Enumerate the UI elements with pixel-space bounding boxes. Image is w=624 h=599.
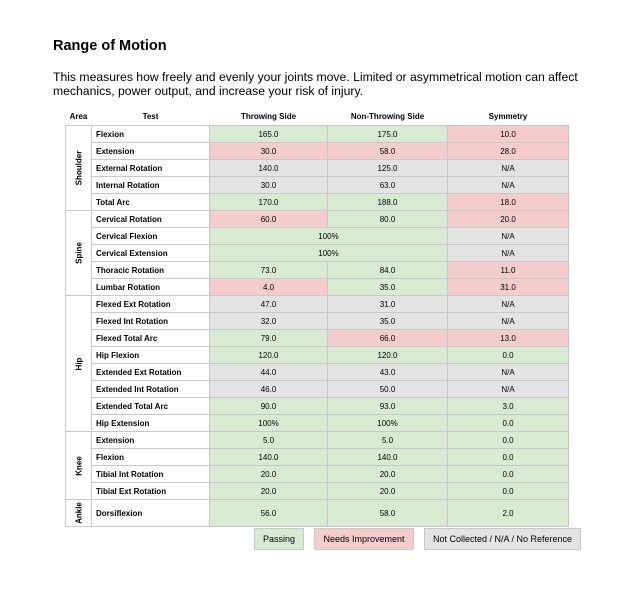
table-row: [66, 194, 569, 211]
table-row: [66, 313, 569, 330]
non-throwing-value: 31.0: [328, 296, 448, 313]
symmetry-value: 0.0: [448, 449, 569, 466]
table-row: [66, 449, 569, 466]
non-throwing-value: 35.0: [328, 313, 448, 330]
legend-not-collected: Not Collected / N/A / No Reference: [424, 528, 581, 550]
symmetry-value: 0.0: [448, 432, 569, 449]
table-row: [66, 211, 569, 228]
throwing-value: 60.0: [210, 211, 328, 228]
area-label: Ankle: [74, 502, 83, 524]
table-row: [66, 143, 569, 160]
table-header-row: [66, 108, 569, 126]
test-name: Flexed Int Rotation: [92, 313, 210, 330]
symmetry-value: N/A: [448, 228, 569, 245]
test-name: Extension: [92, 432, 210, 449]
throwing-value: 30.0: [210, 177, 328, 194]
throwing-value: 100%: [210, 415, 328, 432]
page-description: This measures how freely and evenly your joints move. Limited or asymmetrical motion can affect mechanics, power output, and increase your risk of injury.: [53, 70, 578, 98]
symmetry-value: 20.0: [448, 211, 569, 228]
area-ankle: [66, 500, 92, 527]
non-throwing-value: 125.0: [328, 160, 448, 177]
symmetry-value: 0.0: [448, 415, 569, 432]
header-non-throwing-side: Non-Throwing Side: [350, 112, 425, 121]
symmetry-value: N/A: [448, 296, 569, 313]
table-row: [66, 245, 569, 262]
non-throwing-value: 20.0: [328, 483, 448, 500]
non-throwing-value: 50.0: [328, 381, 448, 398]
non-throwing-value: 58.0: [328, 500, 448, 527]
symmetry-value: N/A: [448, 381, 569, 398]
non-throwing-value: 93.0: [328, 398, 448, 415]
symmetry-value: 2.0: [448, 500, 569, 527]
table-row: [66, 415, 569, 432]
symmetry-value: 0.0: [448, 347, 569, 364]
test-name: Flexion: [92, 126, 210, 143]
header-symmetry: Symmetry: [488, 112, 528, 121]
table-row: [66, 432, 569, 449]
throwing-value: 30.0: [210, 143, 328, 160]
area-knee: [66, 432, 92, 500]
test-name: Hip Extension: [92, 415, 210, 432]
non-throwing-value: 63.0: [328, 177, 448, 194]
symmetry-value: 10.0: [448, 126, 569, 143]
table-row: [66, 177, 569, 194]
non-throwing-value: 175.0: [328, 126, 448, 143]
symmetry-value: N/A: [448, 160, 569, 177]
area-hip: [66, 296, 92, 432]
header-area: Area: [69, 112, 88, 121]
table-row: [66, 381, 569, 398]
non-throwing-value: 20.0: [328, 466, 448, 483]
throwing-value: 90.0: [210, 398, 328, 415]
throwing-value: 47.0: [210, 296, 328, 313]
throwing-value: 140.0: [210, 449, 328, 466]
area-shoulder: [66, 126, 92, 211]
header-test: Test: [142, 112, 159, 121]
symmetry-value: 11.0: [448, 262, 569, 279]
symmetry-value: N/A: [448, 177, 569, 194]
throwing-value: 32.0: [210, 313, 328, 330]
test-name: Hip Flexion: [92, 347, 210, 364]
non-throwing-value: 35.0: [328, 279, 448, 296]
test-name: Cervical Extension: [92, 245, 210, 262]
throwing-value: 44.0: [210, 364, 328, 381]
test-name: Lumbar Rotation: [92, 279, 210, 296]
throwing-value: 140.0: [210, 160, 328, 177]
test-name: Total Arc: [92, 194, 210, 211]
non-throwing-value: 58.0: [328, 143, 448, 160]
non-throwing-value: 84.0: [328, 262, 448, 279]
page-title: Range of Motion: [53, 38, 167, 54]
table-row: [66, 330, 569, 347]
throwing-value: 120.0: [210, 347, 328, 364]
symmetry-value: N/A: [448, 245, 569, 262]
combined-value: 100%: [210, 245, 448, 262]
area-label: Spine: [74, 242, 83, 264]
throwing-value: 46.0: [210, 381, 328, 398]
throwing-value: 4.0: [210, 279, 328, 296]
non-throwing-value: 43.0: [328, 364, 448, 381]
non-throwing-value: 100%: [328, 415, 448, 432]
test-name: Extension: [92, 143, 210, 160]
range-of-motion-table: [65, 108, 569, 527]
area-label: Shoulder: [74, 150, 83, 186]
symmetry-value: 3.0: [448, 398, 569, 415]
throwing-value: 165.0: [210, 126, 328, 143]
header-throwing-side: Throwing Side: [240, 112, 297, 121]
table-row: [66, 160, 569, 177]
test-name: Thoracic Rotation: [92, 262, 210, 279]
non-throwing-value: 188.0: [328, 194, 448, 211]
non-throwing-value: 140.0: [328, 449, 448, 466]
throwing-value: 5.0: [210, 432, 328, 449]
test-name: Flexed Total Arc: [92, 330, 210, 347]
throwing-value: 20.0: [210, 483, 328, 500]
throwing-value: 56.0: [210, 500, 328, 527]
test-name: Cervical Rotation: [92, 211, 210, 228]
non-throwing-value: 80.0: [328, 211, 448, 228]
table-row: [66, 398, 569, 415]
test-name: External Rotation: [92, 160, 210, 177]
test-name: Extended Ext Rotation: [92, 364, 210, 381]
symmetry-value: N/A: [448, 364, 569, 381]
test-name: Internal Rotation: [92, 177, 210, 194]
throwing-value: 79.0: [210, 330, 328, 347]
area-label: Hip: [74, 357, 83, 370]
test-name: Tibial Int Rotation: [92, 466, 210, 483]
symmetry-value: 18.0: [448, 194, 569, 211]
throwing-value: 73.0: [210, 262, 328, 279]
test-name: Dorsiflexion: [92, 500, 210, 527]
table-row: [66, 262, 569, 279]
symmetry-value: 28.0: [448, 143, 569, 160]
test-name: Cervical Flexion: [92, 228, 210, 245]
combined-value: 100%: [210, 228, 448, 245]
table-row: [66, 364, 569, 381]
table-row: [66, 347, 569, 364]
table-row: [66, 126, 569, 143]
table-row: [66, 483, 569, 500]
area-label: Knee: [74, 455, 83, 476]
test-name: Tibial Ext Rotation: [92, 483, 210, 500]
throwing-value: 20.0: [210, 466, 328, 483]
symmetry-value: 0.0: [448, 466, 569, 483]
area-spine: [66, 211, 92, 296]
symmetry-value: 0.0: [448, 483, 569, 500]
test-name: Extended Int Rotation: [92, 381, 210, 398]
legend-needs-improvement: Needs Improvement: [314, 528, 414, 550]
table-row: [66, 296, 569, 313]
table-row: [66, 500, 569, 527]
test-name: Flexion: [92, 449, 210, 466]
legend-passing: Passing: [254, 528, 304, 550]
non-throwing-value: 66.0: [328, 330, 448, 347]
symmetry-value: 31.0: [448, 279, 569, 296]
non-throwing-value: 5.0: [328, 432, 448, 449]
test-name: Extended Total Arc: [92, 398, 210, 415]
test-name: Flexed Ext Rotation: [92, 296, 210, 313]
non-throwing-value: 120.0: [328, 347, 448, 364]
table-row: [66, 466, 569, 483]
throwing-value: 170.0: [210, 194, 328, 211]
symmetry-value: 13.0: [448, 330, 569, 347]
symmetry-value: N/A: [448, 313, 569, 330]
table-row: [66, 279, 569, 296]
table-row: [66, 228, 569, 245]
